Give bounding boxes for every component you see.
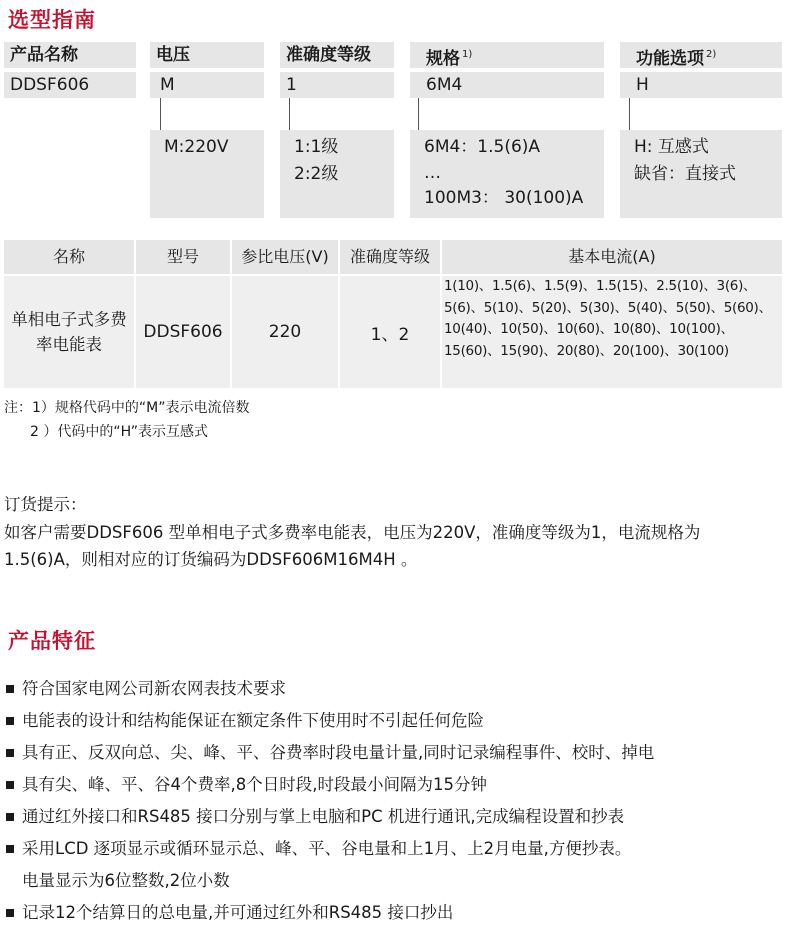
function-options	[620, 130, 782, 218]
bullet-icon	[6, 781, 14, 789]
spec-option: 6M4：1.5(6)A	[424, 137, 541, 157]
header-accuracy: 准确度等级	[280, 42, 394, 68]
connector-accuracy	[289, 98, 290, 130]
voltage-options	[150, 130, 264, 218]
note-2: 2 ）代码中的“H”表示互感式	[30, 424, 208, 440]
accuracy-options	[280, 130, 394, 218]
order-hint-line: 1.5(6)A，则相对应的订货编码为DDSF606M16M4H 。	[4, 550, 418, 569]
spec-option: …	[424, 163, 441, 183]
col-header-voltage: 参比电压(V)	[232, 240, 338, 274]
list-item: 具有正、反双向总、尖、峰、平、谷费率时段电量计量,同时记录编程事件、校时、掉电	[4, 737, 654, 769]
value-voltage: M	[150, 72, 264, 98]
function-option: 缺省：直接式	[634, 164, 736, 184]
spec-options	[410, 130, 604, 218]
connector-spec	[418, 98, 419, 130]
note-1: 注：1）规格代码中的“M”表示电流倍数	[4, 400, 250, 416]
value-accuracy: 1	[280, 72, 394, 98]
product-name-line: 率电能表	[36, 335, 102, 354]
bullet-icon	[6, 749, 14, 757]
value-function: H	[620, 72, 782, 98]
col-header-name: 名称	[4, 240, 134, 274]
accuracy-option: 2:2级	[294, 164, 339, 184]
feature-list	[4, 673, 654, 929]
bullet-icon	[6, 845, 14, 853]
cell-basic-current	[442, 276, 782, 388]
connector-voltage	[160, 98, 161, 130]
bullet-icon	[6, 909, 14, 917]
connector-function	[629, 98, 630, 130]
accuracy-option: 1:1级	[294, 137, 339, 157]
col-header-accuracy: 准确度等级	[340, 240, 440, 274]
value-spec: 6M4	[410, 72, 604, 98]
bullet-icon	[6, 717, 14, 725]
current-line: 5(6)、5(10)、5(20)、5(30)、5(40)、5(50)、5(60)、	[444, 299, 772, 316]
order-hint-line: 如客户需要DDSF606 型单相电子式多费率电能表，电压为220V，准确度等级为1，电流规格为	[4, 523, 701, 542]
product-name-line: 单相电子式多费	[11, 310, 127, 329]
voltage-option: M:220V	[164, 137, 229, 157]
function-option: H: 互感式	[634, 137, 709, 157]
value-product-name: DDSF606	[4, 72, 136, 98]
list-item-continuation: 电量显示为6位整数,2位小数	[22, 871, 230, 890]
list-item: 电能表的设计和结构能保证在额定条件下使用时不引起任何危险	[4, 705, 654, 737]
cell-voltage: 220	[232, 276, 338, 388]
current-line: 1(10)、1.5(6)、1.5(9)、1.5(15)、2.5(10)、3(6)、	[444, 278, 757, 294]
order-hint-title: 订货提示：	[4, 495, 87, 514]
header-product-name: 产品名称	[4, 42, 136, 68]
bullet-icon	[6, 685, 14, 693]
bullet-icon	[6, 813, 14, 821]
col-header-current: 基本电流(A)	[442, 240, 782, 274]
list-item: 记录12个结算日的总电量,并可通过红外和RS485 接口抄出	[4, 897, 654, 929]
list-item: 具有尖、峰、平、谷4个费率,8个日时段,时段最小间隔为15分钟	[4, 769, 654, 801]
function-footnote-marker: 2)	[706, 49, 717, 60]
features-title: 产品特征	[8, 629, 96, 653]
spec-option: 100M3： 30(100)A	[424, 188, 584, 208]
cell-model: DDSF606	[136, 276, 230, 388]
list-item: 采用LCD 逐项显示或循环显示总、峰、平、谷电量和上1月、上2月电量,方便抄表。	[4, 833, 654, 865]
list-item: 通过红外接口和RS485 接口分别与掌上电脑和PC 机进行通讯,完成编程设置和抄表	[4, 801, 654, 833]
header-voltage: 电压	[150, 42, 264, 68]
selection-guide-title: 选型指南	[8, 8, 96, 32]
header-spec: 规格 $^{1)}$	[410, 42, 604, 68]
cell-product-name	[4, 276, 134, 388]
list-item: 符合国家电网公司新农网表技术要求	[4, 673, 654, 705]
header-function: 功能选项 $^{2)}$	[620, 42, 782, 68]
spec-footnote-marker: 1)	[462, 49, 473, 60]
current-line: 10(40)、10(50)、10(60)、10(80)、10(100)、	[444, 321, 734, 337]
col-header-model: 型号	[136, 240, 230, 274]
current-line: 15(60)、15(90)、20(80)、20(100)、30(100)	[444, 342, 729, 359]
cell-accuracy: 1、2	[340, 276, 440, 388]
